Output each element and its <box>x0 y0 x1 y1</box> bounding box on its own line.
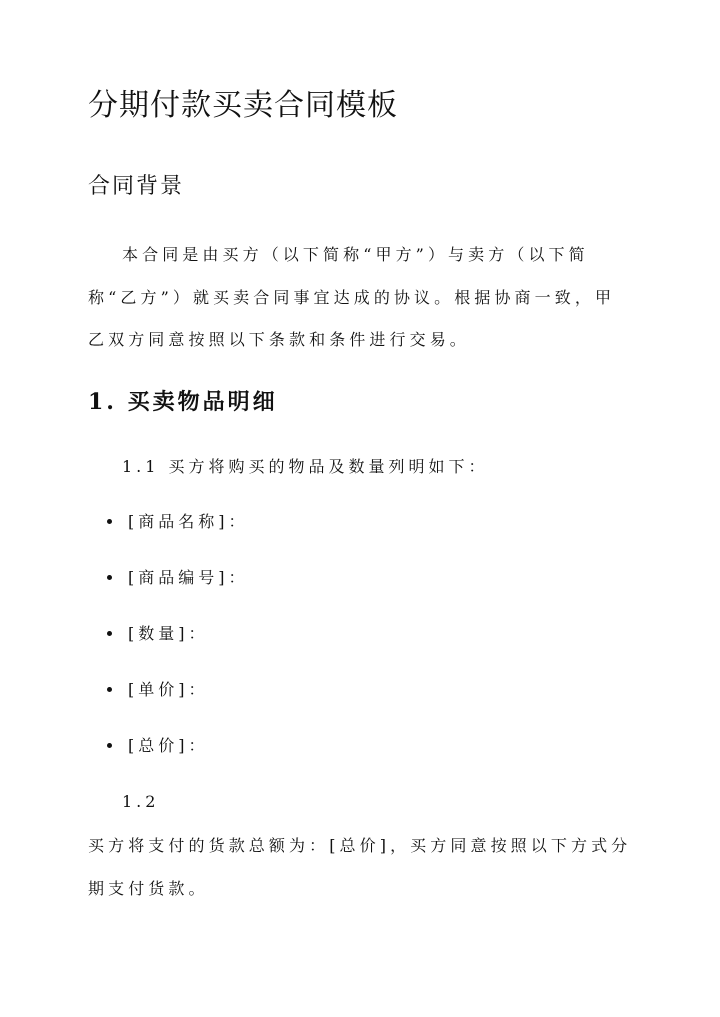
list-item <box>88 678 249 734</box>
list-item-text: [数量]： <box>128 624 209 643</box>
clause-1-1: 1.1 买方将购买的物品及数量列明如下： <box>122 457 489 476</box>
background-heading: 合同背景 <box>88 174 185 199</box>
document-title: 分期付款买卖合同模板 <box>88 88 398 123</box>
list-item-text: [总价]： <box>128 736 209 755</box>
bullet-icon <box>107 743 112 748</box>
bullet-icon <box>107 519 112 524</box>
list-item-text: [商品名称]： <box>128 512 249 531</box>
clause-1-2-text: 买方将支付的货款总额为：[总价]，买方同意按照以下方式分期支付货款。 <box>88 836 632 898</box>
background-paragraph: 本合同是由买方（以下简称“甲方”）与卖方（以下简称“乙方”）就买卖合同事宜达成的协议。根据协商一致，甲乙双方同意按照以下条款和条件进行交易。 <box>88 245 616 349</box>
list-item <box>88 734 249 790</box>
list-item <box>88 622 249 678</box>
section-1-heading: 1. 买卖物品明细 <box>88 389 278 415</box>
clause-1-2-number: 1.2 <box>122 792 160 811</box>
item-details-list <box>88 510 249 790</box>
list-item-text: [商品编号]： <box>128 568 249 587</box>
bullet-icon <box>107 575 112 580</box>
list-item-text: [单价]： <box>128 680 209 699</box>
bullet-icon <box>107 687 112 692</box>
list-item <box>88 510 249 566</box>
bullet-icon <box>107 631 112 636</box>
list-item <box>88 566 249 622</box>
